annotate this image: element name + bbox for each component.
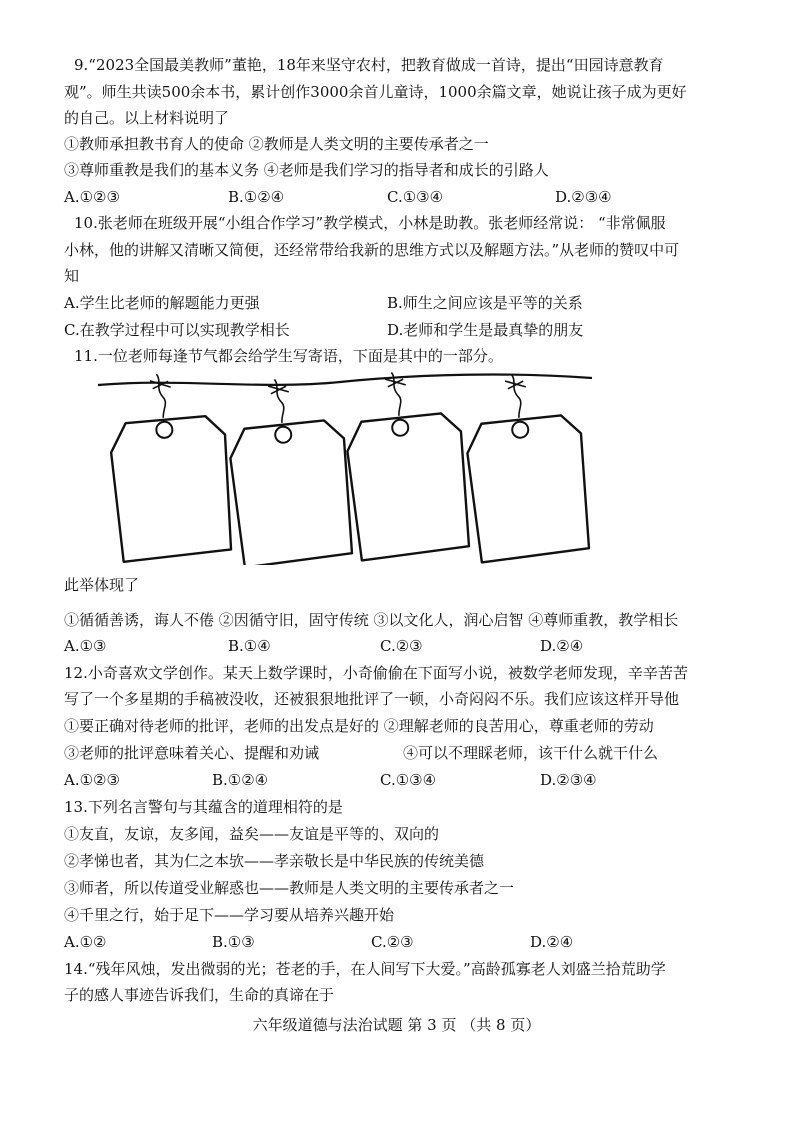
q13-statement-4: ④千里之行，始于足下——学习要从培养兴趣开始: [64, 906, 395, 924]
q13-statement-1: ①友直，友谅，友多闻，益矣——友谊是平等的、双向的: [64, 825, 440, 843]
q11-line2: 此举体现了: [64, 576, 140, 594]
q12-statement-4: ④可以不理睬老师，该干什么就干什么: [403, 744, 659, 762]
q11-line1: 11.一位老师每逢节气都会给学生写寄语，下面是其中的一部分。: [74, 347, 503, 365]
q12-option-c: C.①③④: [380, 771, 437, 789]
hanging-tags-illustration: [90, 360, 600, 565]
q9-option-b: B.①②④: [228, 188, 285, 206]
q9-line3: 的自己。以上材料说明了: [64, 109, 230, 127]
q10-option-a: A.学生比老师的解题能力更强: [64, 294, 260, 312]
q10-line3: 知: [64, 267, 80, 285]
q13-option-b: B.①③: [212, 933, 255, 951]
q10-line2: 小林，他的讲解又清晰又简便，还经常带给我新的思维方式以及解题方法。”从老师的赞叹中可: [64, 241, 680, 259]
q13-option-c: C.②③: [371, 933, 414, 951]
q11-option-d: D.②④: [540, 637, 584, 655]
q10-option-b: B.师生之间应该是平等的关系: [387, 294, 583, 312]
q12-line2: 写了一个多星期的手稿被没收，还被狠狠地批评了一顿，小奇闷闷不乐。我们应该这样开导他: [64, 690, 680, 708]
q10-option-d: D.老师和学生是最真挚的朋友: [387, 321, 584, 339]
tag-2: [223, 373, 357, 565]
q11-option-c: C.②③: [380, 637, 423, 655]
q10-option-c: C.在教学过程中可以实现教学相长: [64, 321, 290, 339]
tag-1: [105, 369, 236, 562]
q13-statement-2: ②孝悌也者，其为仁之本欤——孝亲敬长是中华民族的传统美德: [64, 852, 485, 870]
q12-line1: 12.小奇喜欢文学创作。某天上数学课时，小奇偷偷在下面写小说，被数学老师发现，辛辛苦苦: [64, 664, 688, 682]
q11-option-b: B.①④: [228, 637, 271, 655]
q13-statement-3: ③师者，所以传道受业解惑也——教师是人类文明的主要传承者之一: [64, 879, 515, 897]
q13-option-d: D.②④: [530, 933, 574, 951]
q9-statement-2: ③尊师重教是我们的基本义务 ④老师是我们学习的指导者和成长的引路人: [64, 161, 549, 179]
q14-line2: 子的感人事迹告诉我们，生命的真谛在于: [64, 986, 335, 1004]
q9-option-a: A.①②③: [64, 188, 120, 206]
q14-line1: 14.“残年风烛，发出微弱的光；苍老的手，在人间写下大爱。”高龄孤寡老人刘盛兰拾荒助学: [64, 960, 666, 978]
q12-option-d: D.②③④: [540, 771, 597, 789]
q12-statement-3: ③老师的批评意味着关心、提醒和劝诫: [64, 744, 320, 762]
q10-line1: 10.张老师在班级开展“小组合作学习”教学模式，小林是助教。张老师经常说： “非常佩服: [74, 214, 666, 232]
q9-line1: 9.“2023全国最美教师”董艳，18年来坚守农村，把教育做成一首诗，提出“田园诗意教育: [74, 56, 664, 74]
q13-option-a: A.①②: [64, 933, 107, 951]
tag-3: [340, 366, 474, 561]
q9-option-d: D.②③④: [555, 188, 612, 206]
q11-option-a: A.①③: [64, 637, 107, 655]
q12-statement-1: ①要正确对待老师的批评，老师的出发点是好的 ②理解老师的良苦用心，尊重老师的劳动: [64, 717, 654, 735]
q9-line2: 观”。师生共读500余本书，累计创作3000余首儿童诗，1000余篇文章，她说让孩子成为更好: [64, 83, 687, 101]
q9-statement-1: ①教师承担教书育人的使命 ②教师是人类文明的主要传承者之一: [64, 135, 489, 153]
q12-option-b: B.①②④: [212, 771, 269, 789]
page-footer: 六年级道德与法治试题 第 3 页 （共 8 页）: [252, 1016, 541, 1034]
q9-option-c: C.①③④: [387, 188, 444, 206]
q12-option-a: A.①②③: [64, 771, 120, 789]
tag-4: [460, 368, 594, 563]
q11-statement: ①循循善诱，诲人不倦 ②因循守旧，固守传统 ③以文化人，润心启智 ④尊师重教，教学相长: [64, 611, 679, 629]
q13-line1: 13.下列名言警句与其蕴含的道理相符的是: [64, 798, 343, 816]
